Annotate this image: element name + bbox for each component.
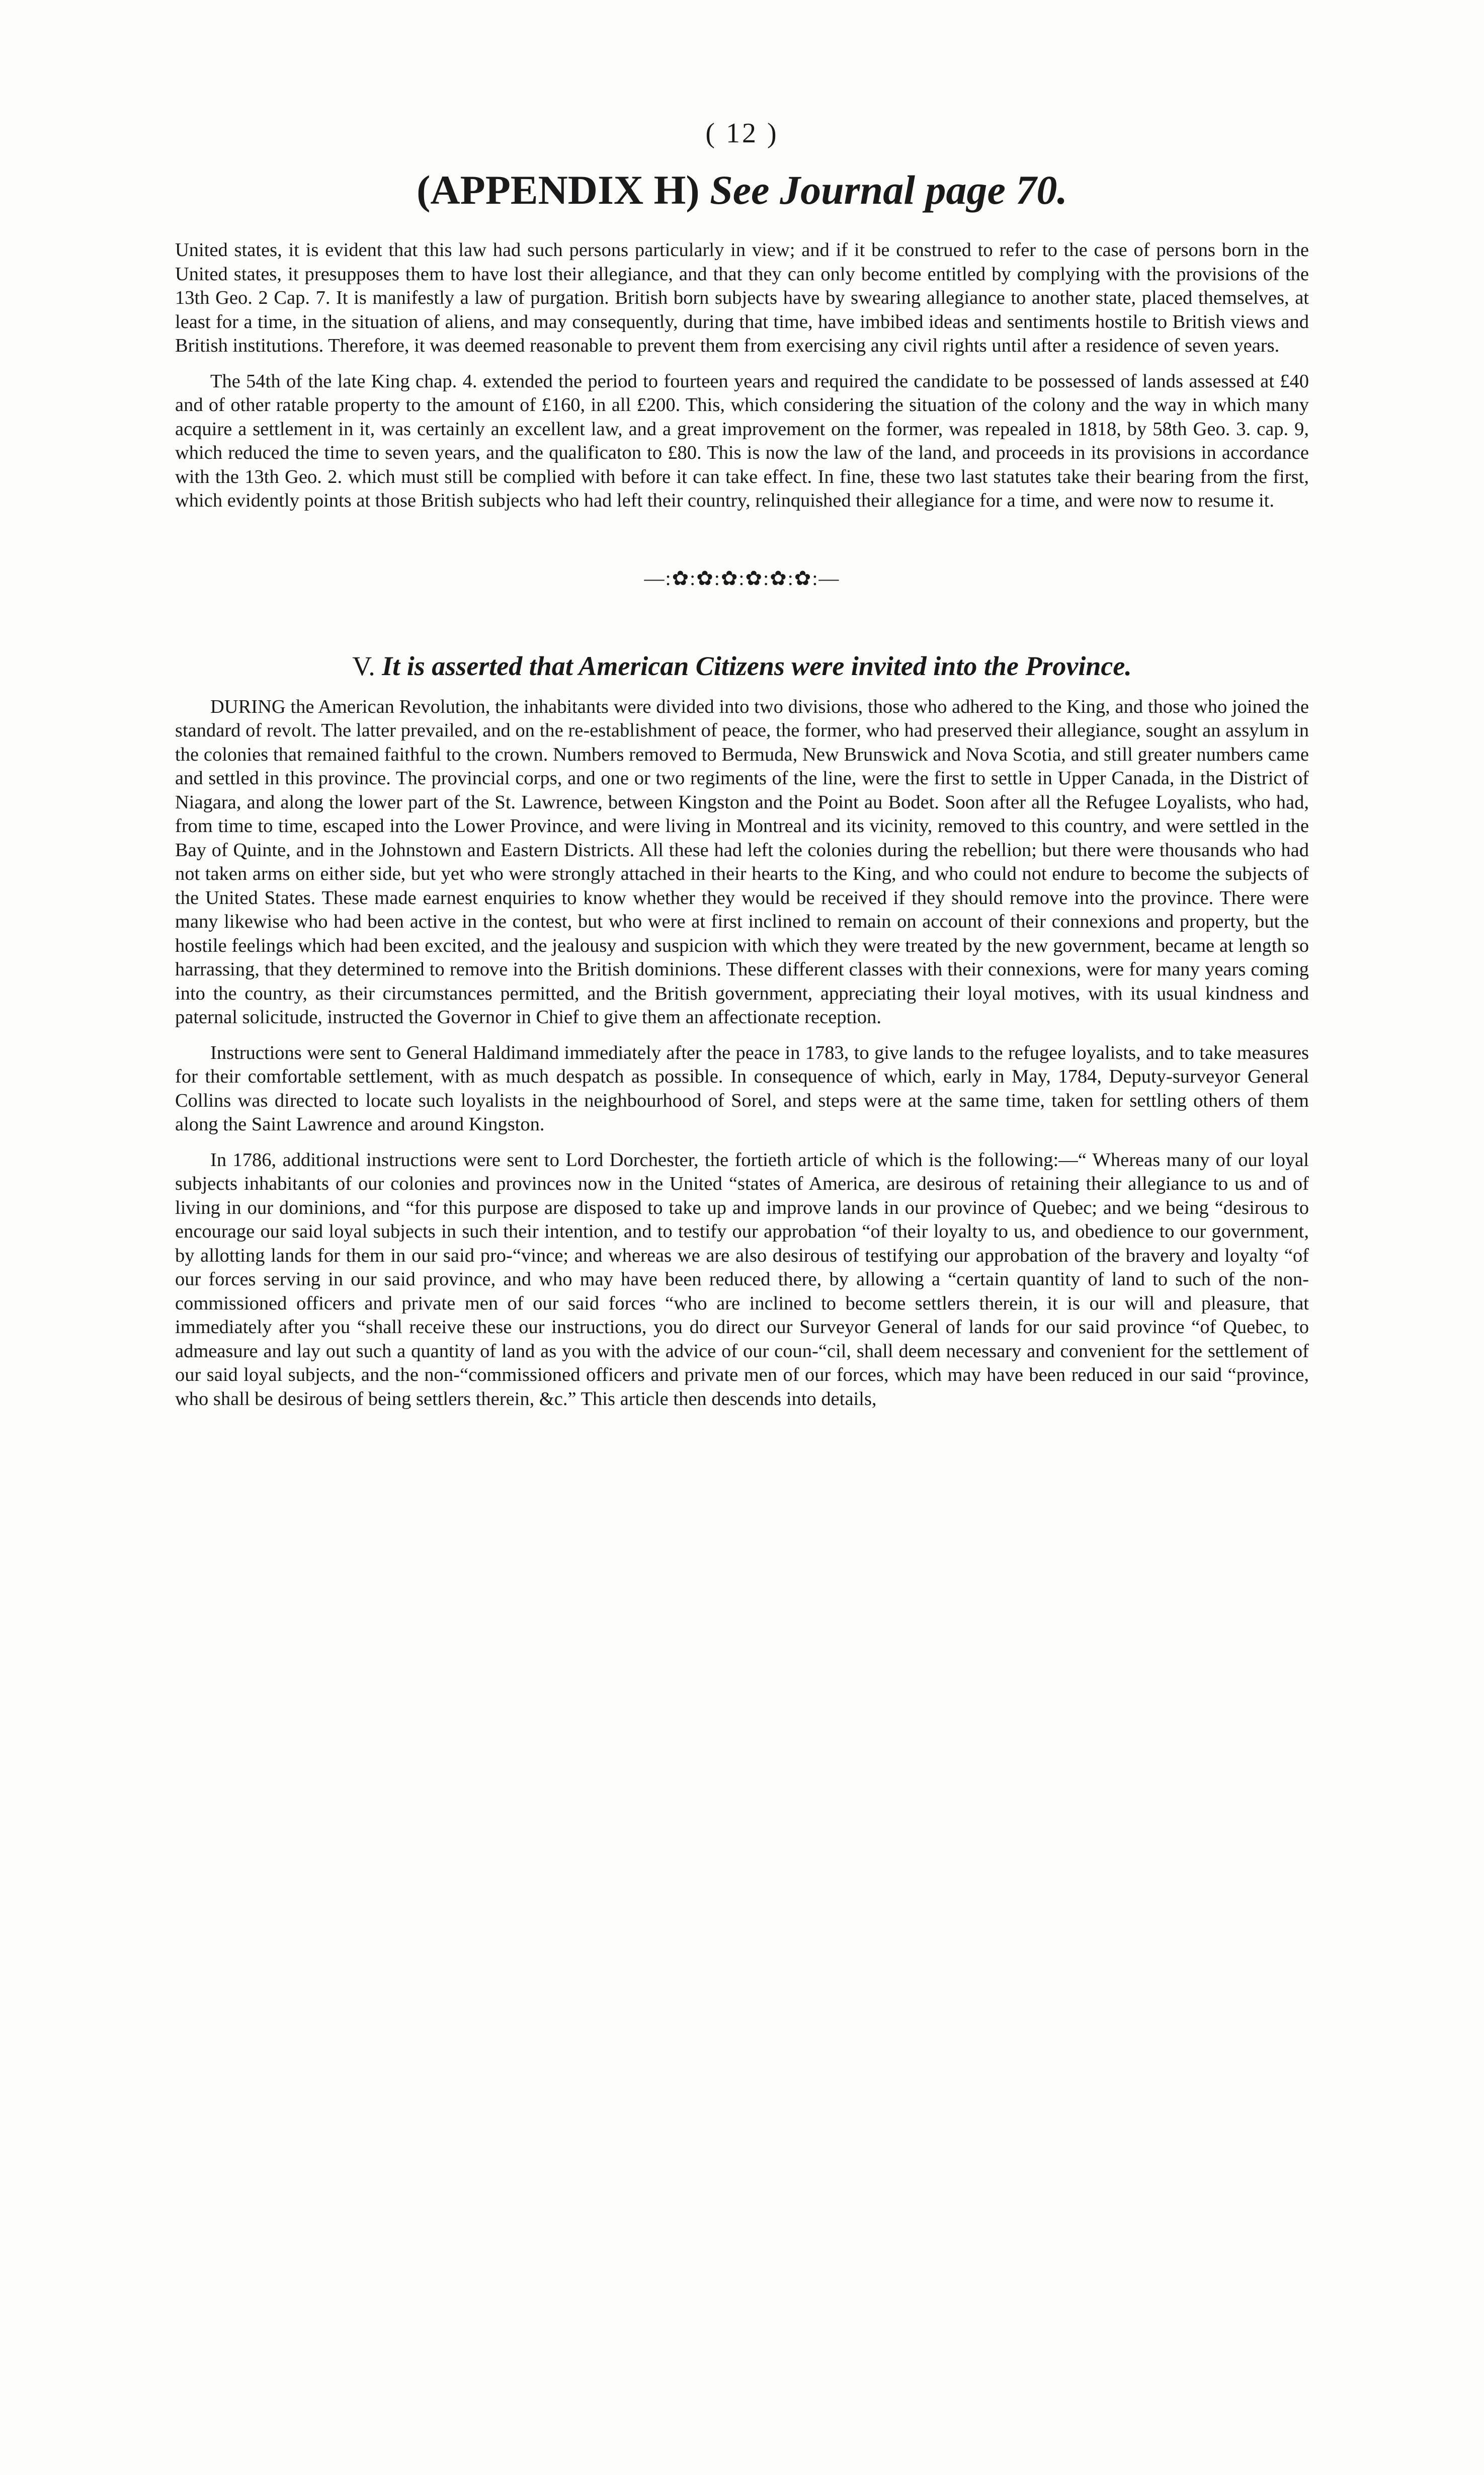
paragraph-bottom-1: DURING the American Revolution, the inhabitants were divided into two divisions, those who adhered to the King, and those who joined the standard of revolt. The latter prevailed, and on the re-establishment of peace, the former, who had preserved their allegiance, sought an assylum in the colonies that remained faithful to the crown. Numbers removed to Bermuda, New Brunswick and Nova Scotia, and still greater numbers came and settled in this province. The provincial corps, and one or two regiments of the line, were the first to settle in Upper Canada, in the District of Niagara, and along the lower part of the St. Lawrence, between Kingston and the Point au Bodet. Soon after all the Refugee Loyalists, who had, from time to time, escaped into the Lower Province, and were living in Montreal and its vicinity, removed to this country, and were settled in the Bay of Quinte, and in the Johnstown and Eastern Districts. All these had left the colonies during the rebellion; but there were thousands who had not taken arms on either side, but yet who were strongly attached in their hearts to the King, and who could not endure to become the subjects of the United States. These made earnest enquiries to know whether they would be received if they should remove into the province. There were many likewise who had been active in the contest, but who were at first inclined to remain on account of their connexions and property, but the hostile feelings which had been excited, and the jealousy and suspicion with which they were treated by the new government, became at length so harrassing, that they determined to remove into the British dominions. These different classes with their connexions, were for many years coming into the country, as their circumstances permitted, and the British government, appreciating their loyal motives, with its usual kindness and paternal solicitude, instructed the Governor in Chief to give them an affectionate reception. (175, 696, 1309, 1028)
paragraph-top-1: United states, it is evident that this law had such persons particularly in view; and if it be construed to refer to the case of persons born in the United states, it presupposes them to have lost their allegiance, and that they can only become entitled by complying with the provisions of the 13th Geo. 2 Cap. 7. It is manifestly a law of purgation. British born subjects have by swearing allegiance to another state, placed themselves, at least for a time, in the situation of aliens, and may consequently, during that time, have imbibed ideas and sentiments hostile to British views and British institutions. Therefore, it was deemed reasonable to prevent them from exercising any civil rights until after a residence of seven years. (175, 239, 1309, 356)
ornamental-divider: —:✿:✿:✿:✿:✿:✿:— (644, 566, 840, 590)
page-number: ( 12 ) (705, 118, 779, 149)
section-heading (175, 649, 1309, 683)
paragraph-bottom-2: Instructions were sent to General Haldimand immediately after the peace in 1783, to give lands to the refugee loyalists, and to take measures for their comfortable settlement, with as much despatch as possible. In consequence of which, early in May, 1784, Deputy-surveyor General Collins was directed to locate such loyalists in the neighbourhood of Sorel, and steps were at the same time, taken for settling others of them along the Saint Lawrence and around Kingston. (175, 1042, 1309, 1135)
section-number: V. (352, 650, 375, 681)
appendix-reference: See Journal page 70. (710, 167, 1067, 213)
section-heading-text: It is asserted that American Citizens were invited into the Province. (382, 650, 1132, 681)
paragraph-bottom-3: In 1786, additional instructions were sent to Lord Dorchester, the fortieth article of which is the following:—“ Whereas many of our loyal subjects inhabitants of our colonies and provinces now in the United “states of America, are desirous of retaining their allegiance to us and of living in our dominions, and “for this purpose are disposed to take up and improve lands in our province of Quebec; and we being “desirous to encourage our said loyal subjects in such their intention, and to testify our approbation “of their loyalty to us, and obedience to our government, by allotting lands for them in our said pro-“vince; and whereas we are also desirous of testifying our approbation of the bravery and loyalty “of our forces serving in our said province, and who may have been reduced there, by allowing a “certain quantity of land to such of the non-commissioned officers and private men of our said forces “who are inclined to become settlers therein, it is our will and pleasure, that immediately after you “shall receive these our instructions, you do direct our Surveyor General of lands for our said province “of Quebec, to admeasure and lay out such a quantity of land as you with the advice of our coun-“cil, shall deem necessary and convenient for the settlement of our said loyal subjects, and the non-“commissioned officers and private men of our forces, which may have been reduced in our said “province, who shall be desirous of being settlers therein, &c.” This article then descends into details, (175, 1149, 1309, 1410)
appendix-label: (APPENDIX H) (417, 167, 700, 213)
page-content (175, 116, 1309, 1411)
paragraph-top-2: The 54th of the late King chap. 4. extended the period to fourteen years and required the candidate to be possessed of lands assessed at £40 and of other ratable property to the amount of £160, in all £200. This, which considering the situation of the colony and the way in which many acquire a settlement in it, was certainly an excellent law, and a great improvement on the former, was repealed in 1818, by 58th Geo. 3. cap. 9, which reduced the time to seven years, and the qualificaton to £80. This is now the law of the land, and proceeds in its provisions in accordance with the 13th Geo. 2. which must still be complied with before it can take effect. In fine, these two last statutes take their bearing from the first, which evidently points at those British subjects who had left their country, relinquished their allegiance for a time, and were now to resume it. (175, 370, 1309, 511)
appendix-title (175, 165, 1309, 215)
